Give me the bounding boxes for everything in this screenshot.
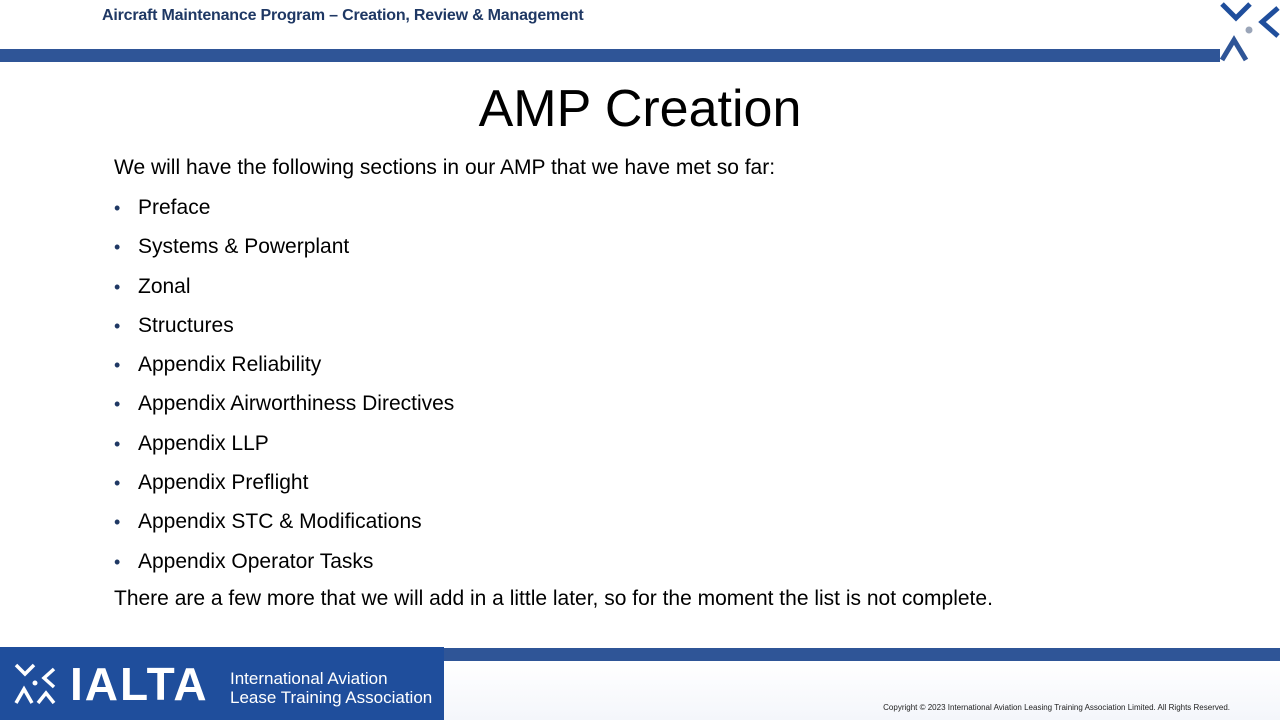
top-accent-bar — [0, 49, 1220, 62]
list-item — [114, 549, 454, 588]
bullet-icon: • — [114, 433, 121, 454]
list-item — [114, 470, 454, 509]
list-item-text: Structures — [138, 313, 234, 337]
list-item — [114, 431, 454, 470]
list-item — [114, 352, 454, 391]
header-title: Aircraft Maintenance Program – Creation, Review & Management — [102, 7, 584, 24]
bullet-icon: • — [114, 394, 121, 415]
footer-logo — [0, 647, 444, 720]
list-item-text: Systems & Powerplant — [138, 235, 350, 259]
list-item — [114, 195, 454, 234]
list-item-text: Appendix Operator Tasks — [138, 549, 374, 573]
list-item-text: Appendix Airworthiness Directives — [138, 392, 455, 416]
intro-text: We will have the following sections in our AMP that we have met so far: — [114, 156, 776, 179]
list-item-text: Zonal — [138, 274, 191, 298]
list-item — [114, 509, 454, 548]
list-item — [114, 274, 454, 313]
bullet-icon: • — [114, 237, 121, 258]
brand-tagline-line1: International Aviation — [230, 669, 388, 688]
ialta-mark-icon — [14, 663, 56, 705]
list-item-text: Appendix STC & Modifications — [138, 510, 422, 534]
brand-name: IALTA — [70, 658, 209, 710]
list-item — [114, 313, 454, 352]
bottom-accent-bar — [444, 648, 1280, 661]
outro-text: There are a few more that we will add in a little later, so for the moment the list is not complete. — [114, 587, 993, 610]
list-item-text: Appendix Preflight — [138, 471, 309, 495]
list-item — [114, 391, 454, 430]
list-item-text: Appendix LLP — [138, 431, 269, 455]
list-item-text: Appendix Reliability — [138, 353, 322, 377]
list-item-text: Preface — [138, 196, 211, 219]
bullet-icon: • — [114, 512, 121, 533]
bullet-icon: • — [114, 276, 121, 297]
bullet-icon: • — [114, 473, 121, 494]
slide-title: AMP Creation — [478, 80, 802, 138]
bullet-icon: • — [114, 551, 121, 572]
copyright-text: Copyright © 2023 International Aviation Leasing Training Association Limited. All Rights Reserved. — [883, 703, 1230, 712]
brand-tagline-line2: Lease Training Association — [230, 688, 433, 707]
bullet-icon: • — [114, 355, 121, 376]
bullet-icon: • — [114, 198, 121, 218]
brand-tagline — [230, 669, 432, 707]
ialta-mark-icon — [1218, 0, 1280, 62]
bullet-icon: • — [114, 315, 121, 336]
list-item — [114, 234, 454, 273]
section-list — [114, 195, 454, 588]
